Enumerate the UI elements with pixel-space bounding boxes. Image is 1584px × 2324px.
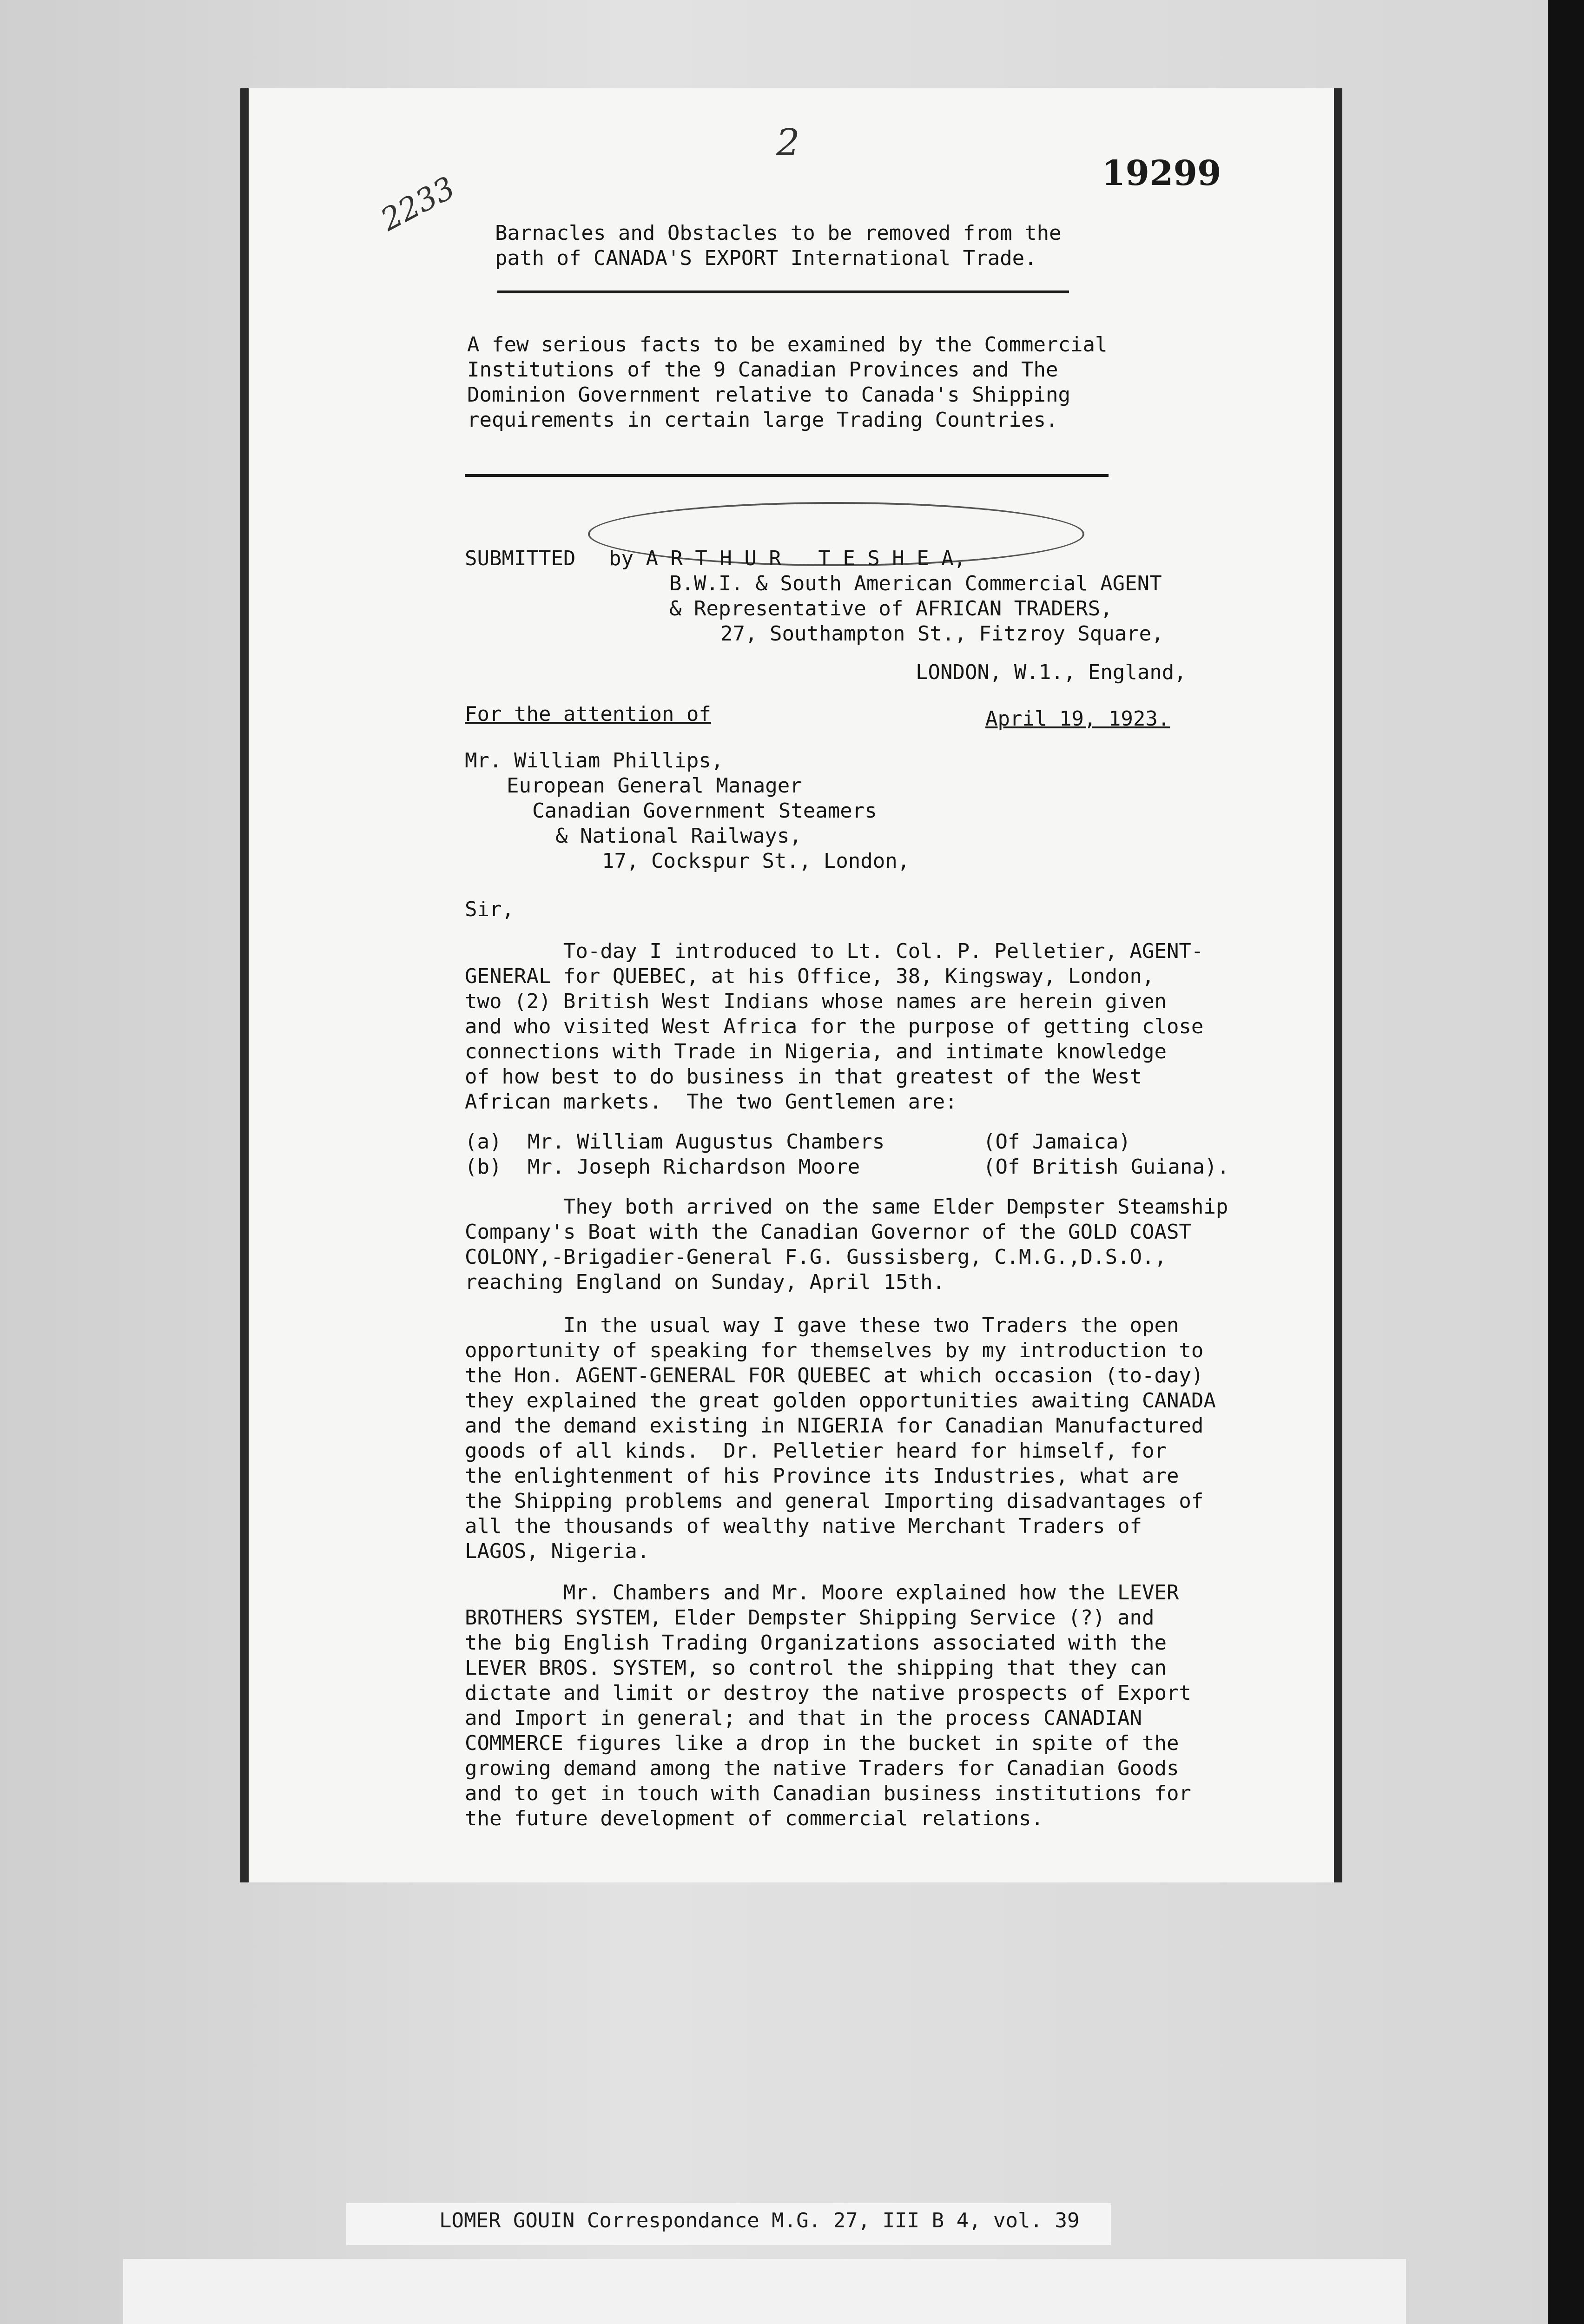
para1-line-3: two (2) British West Indians whose names are herein given (465, 990, 1167, 1013)
para4-line-1: Mr. Chambers and Mr. Moore explained how the LEVER (465, 1581, 1179, 1604)
addressee-line-2: European General Manager (507, 774, 802, 798)
film-edge (1548, 0, 1584, 2324)
para1-line-4: and who visited West Africa for the purpose of getting close (465, 1015, 1204, 1038)
para1-line-6: of how best to do business in that greatest of the West (465, 1065, 1142, 1089)
para4-line-8: growing demand among the native Traders for Canadian Goods (465, 1756, 1179, 1780)
para3-line-4: they explained the great golden opportunities awaiting CANADA (465, 1389, 1216, 1413)
para1-line-1: To-day I introduced to Lt. Col. P. Pelletier, AGENT- (465, 939, 1204, 963)
para4-line-6: and Import in general; and that in the process CANADIAN (465, 1706, 1142, 1730)
addressee-line-5: 17, Cockspur St., London, (602, 849, 910, 873)
document-number: 19299 (1102, 153, 1221, 193)
intro-line-2: Institutions of the 9 Canadian Provinces and The (467, 358, 1058, 382)
para1-line-5: connections with Trade in Nigeria, and intimate knowledge (465, 1040, 1167, 1063)
para3-line-2: opportunity of speaking for themselves by my introduction to (465, 1339, 1204, 1362)
para2-line-4: reaching England on Sunday, April 15th. (465, 1270, 945, 1294)
para2-line-1: They both arrived on the same Elder Dempster Steamship (465, 1195, 1228, 1219)
submitted-prefix: SUBMITTED (465, 547, 576, 570)
submitter-line-2: & Representative of AFRICAN TRADERS, (669, 597, 1113, 621)
title-line-2: path of CANADA'S EXPORT International Trade. (495, 246, 1037, 270)
para3-line-8: the Shipping problems and general Importing disadvantages of (465, 1489, 1204, 1513)
handwritten-mark: 2 (776, 121, 800, 164)
para2-line-3: COLONY,-Brigadier-General F.G. Gussisberg, C.M.G.,D.S.O., (465, 1245, 1167, 1269)
para4-line-2: BROTHERS SYSTEM, Elder Dempster Shipping Service (?) and (465, 1606, 1155, 1630)
para3-line-3: the Hon. AGENT-GENERAL FOR QUEBEC at which occasion (to-day) (465, 1364, 1204, 1387)
gentleman-b-name: Mr. Joseph Richardson Moore (528, 1155, 860, 1179)
divider-2 (465, 474, 1109, 477)
para1-line-2: GENERAL for QUEBEC, at his Office, 38, Kingsway, London, (465, 964, 1155, 988)
title-line-1: Barnacles and Obstacles to be removed from the (495, 221, 1062, 245)
intro-line-3: Dominion Government relative to Canada's Shipping (467, 383, 1071, 407)
attention-label: For the attention of (465, 702, 711, 726)
intro-line-1: A few serious facts to be examined by the Commercial (467, 333, 1108, 357)
para3-line-5: and the demand existing in NIGERIA for Canadian Manufactured (465, 1414, 1204, 1438)
gentleman-b-marker: (b) (465, 1155, 502, 1179)
archive-reference-label: LOMER GOUIN Correspondance M.G. 27, III B 4, vol. 39 (439, 2209, 1080, 2232)
para3-line-10: LAGOS, Nigeria. (465, 1539, 650, 1563)
letter-date: April 19, 1923. (985, 707, 1170, 731)
archive-reference-strip (346, 2203, 1111, 2245)
submitter-line-3: 27, Southampton St., Fitzroy Square, (720, 622, 1164, 646)
submitter-city: LONDON, W.1., England, (916, 660, 1187, 684)
para4-line-10: the future development of commercial relations. (465, 1807, 1044, 1830)
para4-line-3: the big English Trading Organizations associated with the (465, 1631, 1167, 1655)
submitter-line-1: B.W.I. & South American Commercial AGENT (669, 572, 1162, 595)
para4-line-4: LEVER BROS. SYSTEM, so control the shipping that they can (465, 1656, 1167, 1680)
gentleman-a-origin: (Of Jamaica) (983, 1130, 1131, 1154)
archive-card (123, 2259, 1406, 2324)
para3-line-1: In the usual way I gave these two Traders the open (465, 1314, 1179, 1337)
gentleman-a-marker: (a) (465, 1130, 502, 1154)
para3-line-9: all the thousands of wealthy native Merchant Traders of (465, 1514, 1142, 1538)
para4-line-7: COMMERCE figures like a drop in the bucket in spite of the (465, 1731, 1179, 1755)
para4-line-5: dictate and limit or destroy the native prospects of Export (465, 1681, 1191, 1705)
para2-line-2: Company's Boat with the Canadian Governor of the GOLD COAST (465, 1220, 1191, 1244)
para3-line-6: goods of all kinds. Dr. Pelletier heard for himself, for (465, 1439, 1167, 1463)
addressee-line-4: & National Railways, (555, 824, 802, 848)
handwritten-reference: 2233 (375, 170, 461, 238)
letter-page (249, 88, 1334, 1882)
divider-1 (497, 290, 1069, 293)
addressee-line-3: Canadian Government Steamers (532, 799, 877, 823)
para4-line-9: and to get in touch with Canadian business institutions for (465, 1782, 1191, 1805)
gentleman-a-name: Mr. William Augustus Chambers (528, 1130, 885, 1154)
intro-line-4: requirements in certain large Trading Countries. (467, 408, 1058, 432)
addressee-line-1: Mr. William Phillips, (465, 749, 724, 772)
salutation: Sir, (465, 898, 514, 921)
gentleman-b-origin: (Of British Guiana). (983, 1155, 1229, 1179)
para3-line-7: the enlightenment of his Province its Industries, what are (465, 1464, 1179, 1488)
para1-line-7: African markets. The two Gentlemen are: (465, 1090, 957, 1114)
submitter-name: by A R T H U R T E S H E A, (609, 547, 966, 570)
